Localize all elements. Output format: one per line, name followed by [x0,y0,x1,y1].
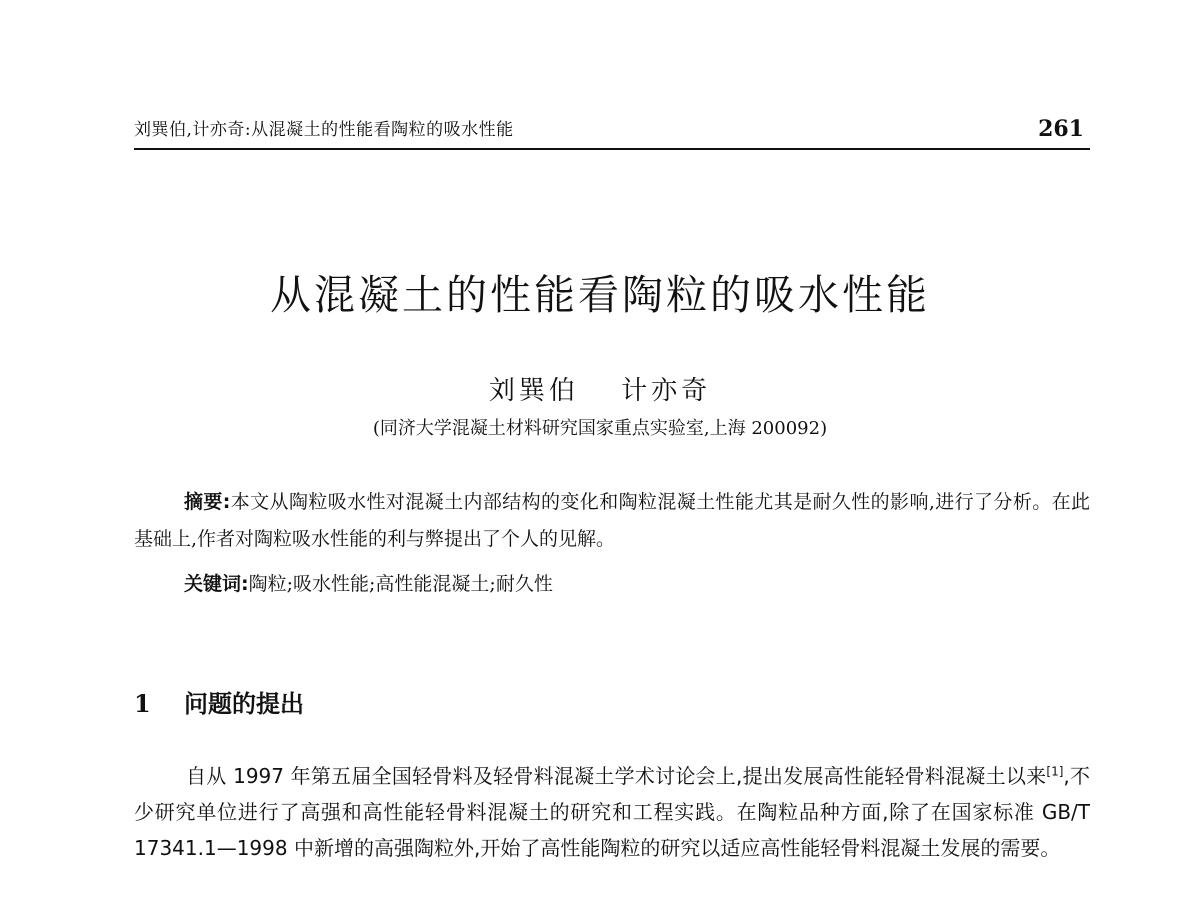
authors: 刘巽伯 计亦奇 [488,376,712,406]
running-title: 刘巽伯,计亦奇:从混凝土的性能看陶粒的吸水性能 [134,120,514,140]
citation-ref[interactable]: [1] [1046,764,1064,779]
section-title: 问题的提出 [184,690,304,718]
paragraph-text-part1: 自从 1997 年第五届全国轻骨料及轻骨料混凝土学术讨论会上,提出发展高性能轻骨料混凝土以来 [186,764,1047,788]
body-paragraph [134,758,1090,866]
page-number: 261 [1038,116,1084,142]
section-heading [134,684,304,719]
running-header [134,112,1090,150]
abstract-text: 本文从陶粒吸水性对混凝土内部结构的变化和陶粒混凝土性能尤其是耐久性的影响,进行了分析。在此基础上,作者对陶粒吸水性能的利与弊提出了个人的见解。 [134,491,1090,550]
article-title: 从混凝土的性能看陶粒的吸水性能 [270,271,930,319]
abstract-label: 摘要: [184,491,231,513]
section-number: 1 [134,689,151,718]
affiliation: (同济大学混凝土材料研究国家重点实验室,上海 200092) [372,418,828,439]
abstract [134,484,1090,558]
keywords-label: 关键词: [184,573,249,595]
keywords [184,566,1084,603]
paragraph-text-part2: ,不少研究单位进行了高强和高性能轻骨料混凝土的研究和工程实践。在陶粒品种方面,除了在国家标准 GB/T 17341.1—1998 中新增的高强陶粒外,开始了高性能陶粒的研究以适应高性能轻骨料混凝土发展的需要。 [134,764,1090,860]
keywords-text: 陶粒;吸水性能;高性能混凝土;耐久性 [248,573,553,595]
